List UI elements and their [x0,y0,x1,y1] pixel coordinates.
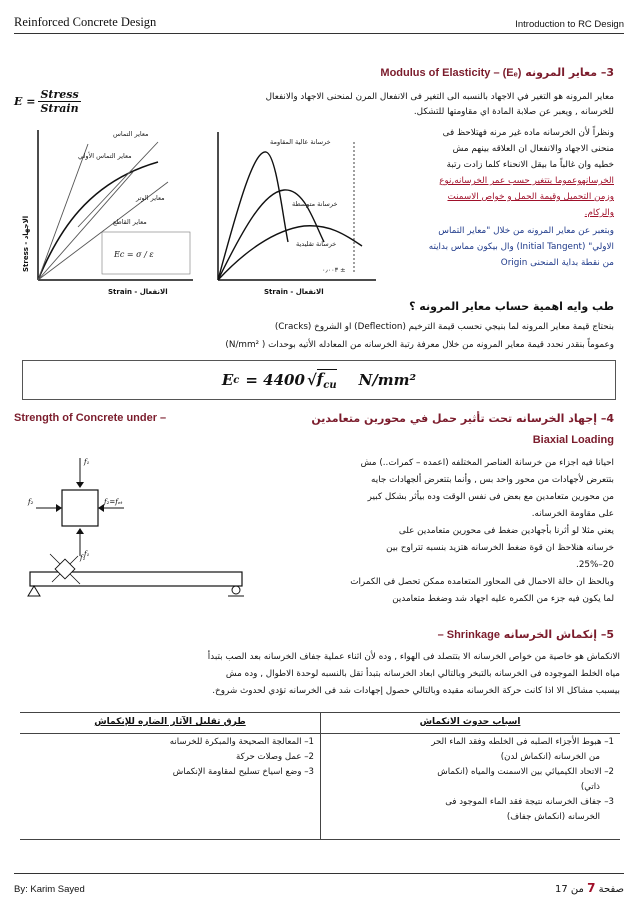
section4-title-ar: 4– إجهاد الخرسانه تحت تأثير حمل في محورين متعامدين [311,412,614,425]
chart1-label-initial: معاير التماس الأولي [78,152,132,160]
section3-title-en: Modulus of Elasticity – (Eₑ) [380,67,522,79]
diag-label-f1-bottom: f₁ [84,550,90,558]
section5-line3: بيسبب مشاكل الا اذا كانت حركة الخرسانه مقيده وبالتالي حصول إجهادات شد فى الخرسانه تؤدي لحدوث شروخ. [212,686,620,696]
diag-label-f2fct: f₂=fₑₜ [104,498,123,506]
section3-title-ar: 3– معاير المرونه [525,66,614,79]
section4-line5: يعني مثلا لو أثرنا بأجهادين ضغط فى محورين متعامدين على [398,526,614,536]
table-cause-1a: 1– هبوط الأجزاء الصلبه فى الخلطه وفقد الماء الحر [431,737,614,747]
footer-author: By: Karim Sayed [14,884,85,895]
section3-p1-line3: خطيه وان غالباً ما بيقل الانحناء كلما زادت رتبة [446,160,614,170]
section4-title [14,412,614,425]
eq-mid: = 4400 [245,371,305,389]
section4-line4: على مقاومة الخرسانه. [531,509,614,519]
section3-p2-line3: من نقطة بداية المنحنى Origin [500,258,614,268]
formula-label: E = [14,95,36,108]
page-header [14,8,624,34]
eq-unit: N/mm² [358,371,417,389]
diag-label-f1-beam: f₁ [80,554,86,562]
formula-numerator: Stress [40,88,79,101]
table-causes-header: اسباب حدوث الانكماش [419,717,521,727]
modulus-formula [14,88,81,115]
section4-line3: من محورين متعامدين مع بعض فى نفس الوقت وده بيأثر بشكل كبير [367,492,614,502]
chart1-formula: Ec = σ / ε [114,250,154,259]
section3-p1-line2: منحنى الاجهاد والانفعال ان العلاقه بينهم مش [452,144,614,154]
sqrt-icon: √ [306,371,317,389]
chart1-label-chord: معاير الوتر [136,194,165,202]
chart1-x-label: Strain - الانفعال [108,288,168,296]
footer-page-number: صفحة 7 من 17 [555,881,624,895]
formula-denominator: Strain [40,102,79,115]
section3-line2: للخرسانه , ويعبر عن صلابة المادة اي مقاومتها للتشكل. [413,107,614,117]
header-title-left: Reinforced Concrete Design [14,15,157,29]
header-title-right: Introduction to RC Design [515,19,624,30]
modulus-types-chart [18,122,198,300]
section3-p1-line1: ونظراً لأن الخرسانه ماده غير مرنه فهتلاحظ فى [442,128,614,138]
section4-line7: 20–25%. [576,560,614,570]
table-method-1: 1– المعالجة الصحيحة والمبكرة للخرسانه [169,737,314,747]
section3-p2-line2: الاولي" (Initial Tangent) وال بيكون مماس بدايته [428,242,614,252]
table-method-2: 2– عمل وصلات حركة [236,752,314,762]
section4-line9: لما يكون فيه جزء من الكمره عليه اجهاد شد وضغط متعامدين [392,594,614,604]
section4-line8: وبالحظ ان حالة الاحمال فى المحاور المتعامده ممكن تحصل فى الكمرات [350,577,614,587]
diag-label-f1-top: f₁ [84,458,90,466]
eq-lhs: E [221,371,234,389]
section5-line1: الانكماش هو خاصية من خواص الخرسانه الا بتتصلد فى الهواء , وده لأن اثناء عملية جفاف الخرسانه بعد الصب بتبدأ [207,652,620,662]
section4-line2: بتتعرض لأجهادات من محور واحد بس , وأنما بتتعرض ألجهادات جايه [371,475,614,485]
section4-subtitle: Biaxial Loading [532,434,614,446]
ec-equation-box [22,360,616,400]
eq-lhs-sub: c [233,374,240,386]
chart2-strain-value: ٠٫٠٠٣ ± [322,266,346,274]
table-causes-column [320,713,620,839]
section5-title-ar: 5– إنكماش الخرسانه [503,628,614,641]
chart2-label-normal: خرسانة تقليدية [296,240,337,248]
chart2-label-medium: خرسانة متوسطة [292,200,338,208]
section5-line2: مياه الخلط الموجوده فى الخرسانه بالتبخر وبالتالي ابعاد الخرسانه بتبدأ تقل بالنسبه لوحدة الاطوال , وده مش [225,669,620,679]
why-title: طب وايه اهمية حساب معاير المرونه ؟ [409,300,614,313]
diag-label-f2: f₂ [28,498,34,506]
chart2-x-label: Strain - الانفعال [264,288,324,296]
why-line2: وعموماً بنقدر نحدد قيمة معاير المرونه من خلال معرفة رتبة الخرسانه من المعادله الأتيه بوحدات ( N/mm²) [225,340,614,350]
section3-title [380,66,614,79]
table-cause-3a: 3– جفاف الخرسانه نتيجة فقد الماء الموجود فى [445,797,614,807]
chart1-y-label: Stress - الاجهاد [22,215,30,272]
table-methods-header: طرق تقليل الآثار الضاره للإنكماش [94,717,246,727]
why-line1: بنحتاج قيمة معاير المرونه لما بنيجي نحسب قيمة الترخيم (Deflection) او الشروخ (Cracks) [274,322,614,332]
section3-p2-line1: وبتعبر عن معاير المرونه من خلال "معاير التماس [438,226,614,236]
eq-root: $f_{cu}$ [316,370,337,391]
chart2-label-high: خرسانة عالية المقاومة [270,138,331,146]
table-cause-2b: ذاتي) [580,782,600,792]
table-cause-1b: من الخرسانه (انكماش لدن) [500,752,600,762]
chart1-label-secant: معاير القاطع [113,218,147,226]
section3-p1-red2: وزمن التحميل وقيمة الحمل و خواص الاسمنت [447,192,614,202]
table-method-3: 3– وضع اسياخ تسليح لمقاومة الإنكماش [172,767,314,777]
section4-line6: خرسانه هنلاحظ ان قوة ضغط الخرسانه هتزيد بنسبه تتراوح بين [386,543,614,553]
section5-title-en: Shrinkage – [437,629,500,641]
biaxial-diagram [20,452,250,612]
page-footer [14,873,624,895]
section3-p1-red3: والركام. [584,208,614,218]
section4-title-en: Strength of Concrete under – [14,412,167,424]
concrete-grade-chart [204,122,380,300]
section3-p1-red1: الخرسانهوعموما بتتغير حسب عمر الخرسانه,نوع [439,176,614,186]
chart1-label-tangent: معاير التماس [113,130,149,138]
section5-title [438,628,614,641]
table-cause-3b: الخرسانه (انكماش جفاف) [506,812,600,822]
table-methods-column [20,713,320,839]
section4-line1: احيانا فيه اجزاء من خرسانة العناصر المختلفه (اعمده – كمرات..) مش [360,458,614,468]
table-cause-2a: 2– الاتحاد الكيميائي بين الاسمنت والمياه (انكماش [437,767,614,777]
shrinkage-table [20,712,620,840]
section3-line1: معاير المرونه هو التغير في الاجهاد بالنسبه الى التغير فى الانفعال المرن لمنحنى الاجهاد والانفعال [265,92,614,102]
